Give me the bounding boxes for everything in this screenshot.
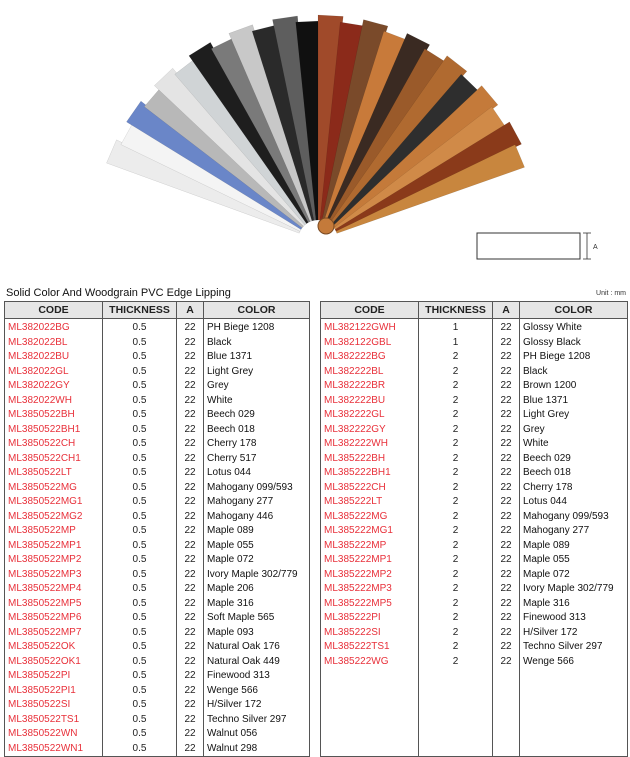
table-row <box>321 350 628 365</box>
cell-thickness: 1 <box>419 336 493 351</box>
cell-a: 22 <box>177 319 204 336</box>
cell-a: 22 <box>177 713 204 728</box>
cell-thickness: 0.5 <box>103 365 177 380</box>
cell-color: Ivory Maple 302/779 <box>204 568 310 583</box>
cell-color: Lotus 044 <box>520 495 628 510</box>
cell-color: Glossy White <box>520 319 628 336</box>
cell-thickness: 0.5 <box>103 553 177 568</box>
cell-code: ML385222LT <box>321 495 419 510</box>
cell-color: White <box>204 394 310 409</box>
cell-color: Grey <box>204 379 310 394</box>
cell-a: 22 <box>177 408 204 423</box>
cell-thickness: 0.5 <box>103 713 177 728</box>
cell-thickness: 2 <box>419 611 493 626</box>
cell-a: 22 <box>177 582 204 597</box>
cell-code: ML3850522PI1 <box>5 684 103 699</box>
table-row <box>321 452 628 467</box>
cell-a: 22 <box>493 582 520 597</box>
cell-code: ML3850522MP2 <box>5 553 103 568</box>
cell-code: ML385222MP <box>321 539 419 554</box>
cell-code: ML385222MP2 <box>321 568 419 583</box>
cell-a: 22 <box>493 394 520 409</box>
cell-thickness: 0.5 <box>103 394 177 409</box>
fan-rivet <box>318 218 334 234</box>
cell-code: ML385222MP1 <box>321 553 419 568</box>
table-row <box>5 698 310 713</box>
table-row <box>5 684 310 699</box>
unit-label: Unit : mm <box>596 290 626 297</box>
cell-color: Beech 018 <box>520 466 628 481</box>
cell-a: 22 <box>493 495 520 510</box>
cell-thickness: 2 <box>419 423 493 438</box>
cell-thickness: 2 <box>419 394 493 409</box>
cell-color: Mahogany 277 <box>520 524 628 539</box>
table-row <box>5 510 310 525</box>
cell-color: PH Biege 1208 <box>204 319 310 336</box>
column-header-thickness: THICKNESS <box>103 302 177 319</box>
cell-color: Mahogany 277 <box>204 495 310 510</box>
cell-thickness: 2 <box>419 379 493 394</box>
cell-a: 22 <box>493 640 520 655</box>
table-row <box>321 510 628 525</box>
edge-lipping-table-right <box>320 301 628 757</box>
cell-thickness: 0.5 <box>103 350 177 365</box>
table-row <box>321 626 628 641</box>
cell-thickness: 2 <box>419 437 493 452</box>
cell-thickness: 0.5 <box>103 495 177 510</box>
page-title: Solid Color And Woodgrain PVC Edge Lipping <box>6 287 231 299</box>
cell-color: Black <box>204 336 310 351</box>
cell-a: 22 <box>493 350 520 365</box>
cell-code: ML382022BL <box>5 336 103 351</box>
cell-a: 22 <box>493 437 520 452</box>
cell-color: H/Silver 172 <box>204 698 310 713</box>
table-row <box>321 319 628 336</box>
cell-code: ML385222MG1 <box>321 524 419 539</box>
cell-thickness: 0.5 <box>103 466 177 481</box>
cell-a: 22 <box>493 466 520 481</box>
cell-color: H/Silver 172 <box>520 626 628 641</box>
cell-thickness: 0.5 <box>103 437 177 452</box>
table-row <box>321 365 628 380</box>
cell-a: 22 <box>493 423 520 438</box>
cell-thickness: 0.5 <box>103 655 177 670</box>
cell-color: Wenge 566 <box>520 655 628 670</box>
table-row <box>321 481 628 496</box>
cell-color: Natural Oak 449 <box>204 655 310 670</box>
cell-thickness: 0.5 <box>103 510 177 525</box>
cell-color: Mahogany 099/593 <box>520 510 628 525</box>
cell-code: ML385222MP3 <box>321 582 419 597</box>
cell-thickness: 2 <box>419 466 493 481</box>
cell-a: 22 <box>177 423 204 438</box>
cell-color: Finewood 313 <box>204 669 310 684</box>
cell-color: Grey <box>520 423 628 438</box>
cell-code: ML3850522WN <box>5 727 103 742</box>
edge-lipping-table-left <box>4 301 310 757</box>
cell-code: ML3850522OK <box>5 640 103 655</box>
cell-color: Maple 055 <box>204 539 310 554</box>
cell-a: 22 <box>177 350 204 365</box>
cell-color: PH Biege 1208 <box>520 350 628 365</box>
table-row <box>321 568 628 583</box>
table-row <box>5 481 310 496</box>
edge-profile-rect <box>477 233 580 259</box>
cell-code: ML3850522TS1 <box>5 713 103 728</box>
cell-a: 22 <box>493 481 520 496</box>
table-row <box>5 597 310 612</box>
cell-thickness: 2 <box>419 568 493 583</box>
cell-thickness: 0.5 <box>103 626 177 641</box>
cell-thickness: 0.5 <box>103 727 177 742</box>
cell-thickness: 0.5 <box>103 742 177 757</box>
cell-code: ML385222MP5 <box>321 597 419 612</box>
cell-a: 22 <box>493 626 520 641</box>
cell-color: Mahogany 099/593 <box>204 481 310 496</box>
table-row <box>5 452 310 467</box>
cell-a: 22 <box>493 408 520 423</box>
table-row <box>5 408 310 423</box>
table-row <box>5 611 310 626</box>
cell-a: 22 <box>177 379 204 394</box>
cell-a: 22 <box>177 510 204 525</box>
cell-code: ML3850522MP <box>5 524 103 539</box>
cell-a: 22 <box>493 510 520 525</box>
cell-code: ML382022BU <box>5 350 103 365</box>
table-row <box>5 626 310 641</box>
cell-code: ML382222BG <box>321 350 419 365</box>
cell-thickness: 0.5 <box>103 423 177 438</box>
cell-a: 22 <box>177 611 204 626</box>
table-row <box>5 742 310 757</box>
cell-code: ML3850522BH1 <box>5 423 103 438</box>
cell-color: Blue 1371 <box>520 394 628 409</box>
table-row <box>321 640 628 655</box>
empty-cell <box>419 669 493 757</box>
cell-color: Light Grey <box>520 408 628 423</box>
cell-a: 22 <box>177 568 204 583</box>
cell-thickness: 0.5 <box>103 379 177 394</box>
cell-code: ML3850522MP3 <box>5 568 103 583</box>
cell-thickness: 0.5 <box>103 597 177 612</box>
table-filler-row <box>321 669 628 757</box>
cell-color: Glossy Black <box>520 336 628 351</box>
cell-a: 22 <box>177 640 204 655</box>
column-header-code: CODE <box>5 302 103 319</box>
table-row <box>5 336 310 351</box>
empty-cell <box>493 669 520 757</box>
table-row <box>321 423 628 438</box>
cell-a: 22 <box>493 597 520 612</box>
cell-thickness: 2 <box>419 510 493 525</box>
column-header-a: A <box>177 302 204 319</box>
cell-code: ML382122GWH <box>321 319 419 336</box>
empty-cell <box>520 669 628 757</box>
cell-color: Techno Silver 297 <box>520 640 628 655</box>
cell-a: 22 <box>177 655 204 670</box>
cell-code: ML385222BH1 <box>321 466 419 481</box>
cell-a: 22 <box>493 336 520 351</box>
cell-color: Maple 089 <box>520 539 628 554</box>
cell-code: ML382222BR <box>321 379 419 394</box>
cell-thickness: 2 <box>419 553 493 568</box>
table-row <box>321 379 628 394</box>
table-row <box>5 713 310 728</box>
cell-a: 22 <box>177 553 204 568</box>
cell-code: ML3850522MP7 <box>5 626 103 641</box>
cell-color: Cherry 178 <box>204 437 310 452</box>
cell-color: Natural Oak 176 <box>204 640 310 655</box>
cell-color: Maple 316 <box>520 597 628 612</box>
cell-code: ML3850522CH <box>5 437 103 452</box>
cell-color: Maple 316 <box>204 597 310 612</box>
column-header-color: COLOR <box>204 302 310 319</box>
cell-color: Maple 072 <box>204 553 310 568</box>
table-row <box>5 350 310 365</box>
cell-a: 22 <box>493 568 520 583</box>
cell-color: Techno Silver 297 <box>204 713 310 728</box>
cell-code: ML385222TS1 <box>321 640 419 655</box>
cell-thickness: 2 <box>419 408 493 423</box>
cell-color: Beech 029 <box>520 452 628 467</box>
cell-code: ML385222BH <box>321 452 419 467</box>
table-row <box>5 669 310 684</box>
cell-a: 22 <box>177 437 204 452</box>
table-row <box>321 466 628 481</box>
cell-a: 22 <box>177 394 204 409</box>
cell-code: ML385222WG <box>321 655 419 670</box>
cell-a: 22 <box>177 742 204 757</box>
table-row <box>5 539 310 554</box>
table-row <box>5 495 310 510</box>
cell-code: ML382222BL <box>321 365 419 380</box>
cell-a: 22 <box>493 553 520 568</box>
table-row <box>321 611 628 626</box>
cell-thickness: 2 <box>419 655 493 670</box>
cell-color: Light Grey <box>204 365 310 380</box>
cell-thickness: 2 <box>419 524 493 539</box>
cell-a: 22 <box>493 539 520 554</box>
cell-color: Maple 206 <box>204 582 310 597</box>
cell-color: Blue 1371 <box>204 350 310 365</box>
cell-a: 22 <box>177 524 204 539</box>
cell-thickness: 1 <box>419 319 493 336</box>
cell-code: ML382022GY <box>5 379 103 394</box>
cell-code: ML385222CH <box>321 481 419 496</box>
cell-a: 22 <box>493 319 520 336</box>
table-row <box>5 524 310 539</box>
cell-thickness: 2 <box>419 626 493 641</box>
cell-color: Beech 018 <box>204 423 310 438</box>
cell-code: ML3850522MG <box>5 481 103 496</box>
cell-thickness: 0.5 <box>103 481 177 496</box>
cell-a: 22 <box>177 495 204 510</box>
table-row <box>5 582 310 597</box>
cell-color: Maple 055 <box>520 553 628 568</box>
table-row <box>321 394 628 409</box>
cell-a: 22 <box>177 539 204 554</box>
cell-code: ML385222PI <box>321 611 419 626</box>
cell-color: Brown 1200 <box>520 379 628 394</box>
cell-code: ML382222GY <box>321 423 419 438</box>
cell-a: 22 <box>177 669 204 684</box>
cell-thickness: 2 <box>419 452 493 467</box>
cell-code: ML3850522CH1 <box>5 452 103 467</box>
table-row <box>5 437 310 452</box>
cell-a: 22 <box>177 597 204 612</box>
cell-code: ML385222SI <box>321 626 419 641</box>
cell-code: ML382122GBL <box>321 336 419 351</box>
cell-color: Soft Maple 565 <box>204 611 310 626</box>
cell-a: 22 <box>177 365 204 380</box>
cell-thickness: 2 <box>419 597 493 612</box>
cell-color: Black <box>520 365 628 380</box>
cell-a: 22 <box>177 727 204 742</box>
cell-thickness: 0.5 <box>103 408 177 423</box>
table-row <box>5 727 310 742</box>
cell-a: 22 <box>177 452 204 467</box>
table-row <box>321 597 628 612</box>
table-row <box>321 408 628 423</box>
cell-color: White <box>520 437 628 452</box>
cell-code: ML3850522MG1 <box>5 495 103 510</box>
cell-code: ML3850522PI <box>5 669 103 684</box>
cell-code: ML382222BU <box>321 394 419 409</box>
cell-code: ML3850522SI <box>5 698 103 713</box>
cell-a: 22 <box>493 379 520 394</box>
table-row <box>321 495 628 510</box>
cell-thickness: 0.5 <box>103 452 177 467</box>
cell-thickness: 0.5 <box>103 698 177 713</box>
cell-thickness: 0.5 <box>103 524 177 539</box>
cell-color: Wenge 566 <box>204 684 310 699</box>
table-row <box>5 553 310 568</box>
cell-code: ML382022WH <box>5 394 103 409</box>
cell-code: ML3850522BH <box>5 408 103 423</box>
cell-code: ML3850522MP6 <box>5 611 103 626</box>
cell-thickness: 2 <box>419 365 493 380</box>
cell-a: 22 <box>177 684 204 699</box>
cell-code: ML382022GL <box>5 365 103 380</box>
cell-code: ML3850522WN1 <box>5 742 103 757</box>
table-row <box>321 655 628 670</box>
cell-thickness: 2 <box>419 539 493 554</box>
cell-thickness: 2 <box>419 495 493 510</box>
cell-code: ML3850522LT <box>5 466 103 481</box>
cell-code: ML3850522MP1 <box>5 539 103 554</box>
table-row <box>5 655 310 670</box>
table-row <box>5 379 310 394</box>
cell-a: 22 <box>177 336 204 351</box>
cell-code: ML382222GL <box>321 408 419 423</box>
cell-code: ML3850522MP4 <box>5 582 103 597</box>
cell-color: Finewood 313 <box>520 611 628 626</box>
cell-color: Maple 072 <box>520 568 628 583</box>
cell-color: Cherry 517 <box>204 452 310 467</box>
cell-color: Walnut 056 <box>204 727 310 742</box>
cell-a: 22 <box>177 626 204 641</box>
column-header-color: COLOR <box>520 302 628 319</box>
column-header-a: A <box>493 302 520 319</box>
column-header-code: CODE <box>321 302 419 319</box>
dimension-diagram <box>477 233 598 259</box>
table-row <box>5 640 310 655</box>
cell-a: 22 <box>493 524 520 539</box>
cell-code: ML3850522OK1 <box>5 655 103 670</box>
cell-color: Beech 029 <box>204 408 310 423</box>
table-row <box>321 582 628 597</box>
table-row <box>5 568 310 583</box>
table-row <box>321 336 628 351</box>
table-row <box>321 524 628 539</box>
table-row <box>321 539 628 554</box>
column-header-thickness: THICKNESS <box>419 302 493 319</box>
cell-a: 22 <box>493 655 520 670</box>
cell-a: 22 <box>493 611 520 626</box>
table-row <box>5 466 310 481</box>
cell-thickness: 0.5 <box>103 319 177 336</box>
cell-code: ML385222MG <box>321 510 419 525</box>
empty-cell <box>321 669 419 757</box>
cell-a: 22 <box>177 466 204 481</box>
cell-thickness: 0.5 <box>103 669 177 684</box>
cell-a: 22 <box>493 452 520 467</box>
cell-thickness: 0.5 <box>103 640 177 655</box>
cell-thickness: 2 <box>419 350 493 365</box>
cell-color: Cherry 178 <box>520 481 628 496</box>
table-row <box>5 423 310 438</box>
cell-thickness: 2 <box>419 640 493 655</box>
cell-color: Maple 089 <box>204 524 310 539</box>
cell-code: ML3850522MP5 <box>5 597 103 612</box>
cell-a: 22 <box>177 698 204 713</box>
cell-thickness: 0.5 <box>103 582 177 597</box>
edge-lipping-swatch-fan <box>0 0 630 285</box>
cell-color: Maple 093 <box>204 626 310 641</box>
table-row <box>321 437 628 452</box>
cell-thickness: 2 <box>419 481 493 496</box>
cell-a: 22 <box>493 365 520 380</box>
cell-thickness: 0.5 <box>103 539 177 554</box>
cell-color: Walnut 298 <box>204 742 310 757</box>
table-row <box>5 365 310 380</box>
table-row <box>321 553 628 568</box>
cell-code: ML3850522MG2 <box>5 510 103 525</box>
cell-thickness: 0.5 <box>103 336 177 351</box>
cell-code: ML382222WH <box>321 437 419 452</box>
cell-thickness: 0.5 <box>103 684 177 699</box>
cell-color: Ivory Maple 302/779 <box>520 582 628 597</box>
table-row <box>5 319 310 336</box>
cell-thickness: 0.5 <box>103 568 177 583</box>
cell-thickness: 2 <box>419 582 493 597</box>
cell-a: 22 <box>177 481 204 496</box>
cell-color: Mahogany 446 <box>204 510 310 525</box>
cell-thickness: 0.5 <box>103 611 177 626</box>
cell-code: ML382022BG <box>5 319 103 336</box>
table-row <box>5 394 310 409</box>
dimension-a-label: A <box>593 244 598 251</box>
cell-color: Lotus 044 <box>204 466 310 481</box>
